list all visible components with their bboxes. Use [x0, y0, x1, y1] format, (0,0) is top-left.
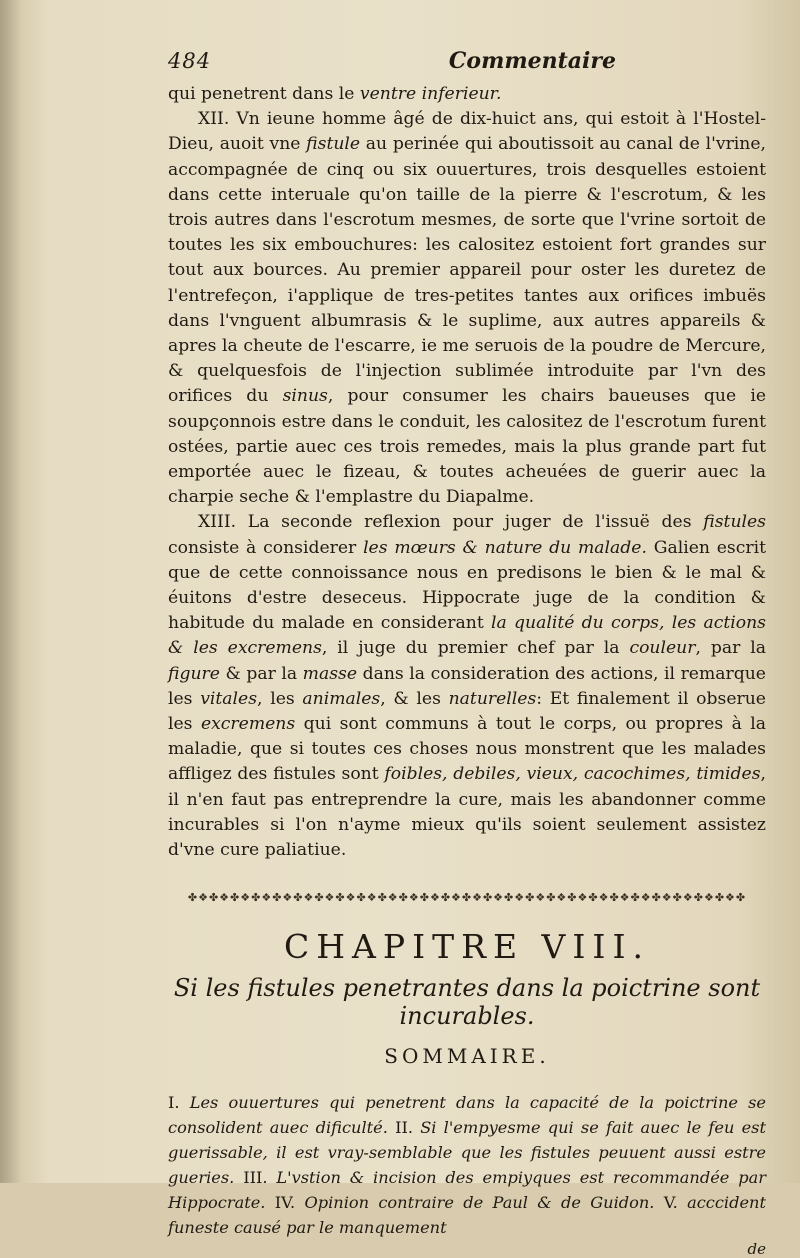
- chapter-subtitle: Si les fistules penetrantes dans la poictrine sont incurables.: [173, 974, 761, 1031]
- text-run: , pour consumer les chairs baueuses que ie soupçonnois estre dans le conduit, les calositez de l'escrotum furent ostées, partie auec ces trois remedes, mais la plus grande part fut emportée auec le fizeau, & toutes acheuées de guerir auec la charpie seche & l'emplastre du Diapalme.: [168, 386, 766, 508]
- summary-numeral: I.: [168, 1093, 180, 1113]
- text-run: , il juge du premier chef par la: [321, 638, 630, 659]
- text-run: & par la: [219, 663, 303, 684]
- italic-run: ventre inferieur.: [359, 84, 502, 104]
- italic-run: animales: [302, 688, 381, 709]
- paragraph-xii: [168, 107, 766, 510]
- text-run: acccident funeste causé par le manquement: [168, 1193, 766, 1238]
- text-run: XII. Vn ieune homme âgé de dix-huict ans, qui estoit à l'Hostel-Dieu, auoit vne: [168, 109, 766, 155]
- italic-run: figure: [168, 663, 220, 684]
- italic-run: vitales: [200, 688, 258, 709]
- summary-numeral: III.: [243, 1168, 268, 1188]
- binding-shadow: [0, 0, 22, 1183]
- summary-text: [168, 1090, 766, 1240]
- text-run: , il n'en faut pas entreprendre la cure, mais les abandonner comme incurables si l'on n'ayme mieux qu'ils soient seulement assistez d'vne cure paliatiue.: [168, 764, 766, 861]
- chapter-title: CHAPITRE VIII.: [284, 927, 650, 967]
- italic-run: les mœurs & nature du malade.: [363, 537, 647, 558]
- text-run: , & les: [380, 688, 449, 709]
- italic-run: masse: [302, 663, 358, 684]
- text-run: : Et finalement il obserue les: [168, 688, 766, 735]
- text-run: Si l'empyesme qui se fait auec le feu est guerissable, il est vray-semblable que les fistules peuuent aussi estre gueries.: [168, 1118, 766, 1188]
- italic-run: couleur: [629, 638, 696, 659]
- text-run: XIII. La seconde reflexion pour juger de l'issuë des: [198, 512, 704, 533]
- text-run: au perinée qui aboutissoit au canal de l'vrine, accompagnée de cinq ou six ouuertures, trois desquelles estoient dans cette interuale qu'on taille de la pierre & l'escrotum, & les trois autres dans l'escrotum mesmes, de sorte que l'vrine sortoit de toutes les six embouchures: les calositez estoient fort grandes sur tout aux bources. Au premier appareil pour oster les duretez de l'entrefeçon, i'applique de tres-petites tantes aux orifices imbuës dans l'vnguent albumrasis & le suplime, aux autres appareils & apres la cheute de l'escarre, ie me seruois de la poudre de Mercure, & quelquesfois de l'injection sublimée introduite par l'vn des orifices du: [168, 134, 766, 407]
- text-run: L'vstion & incision des empiyques est recommandée par Hippocrate.: [168, 1168, 766, 1213]
- page-number: 484: [168, 49, 212, 73]
- summary-numeral: V.: [663, 1193, 678, 1213]
- ornamental-band: ✤❖✤❖✤❖✤❖✤❖✤❖✤❖✤❖✤❖✤❖✤❖✤❖✤❖✤❖✤❖✤❖✤❖✤❖✤❖✤❖✤❖✤❖✤❖✤❖✤❖✤❖✤: [187, 891, 747, 905]
- text-run: , par la: [695, 638, 766, 659]
- body-text: [168, 82, 766, 863]
- italic-run: fistules: [703, 512, 766, 533]
- italic-run: excremens: [200, 714, 296, 735]
- italic-run: la qualité du corps, les actions & les excremens: [168, 613, 766, 659]
- page-header: [168, 48, 766, 82]
- text-run: Les ouuertures qui penetrent dans la capacité de la poictrine se consolident auec dificulté.: [168, 1093, 766, 1138]
- italic-run: naturelles: [448, 688, 537, 709]
- running-head: Commentaire: [448, 48, 616, 74]
- text-run: Opinion contraire de Paul & de Guidon.: [295, 1193, 664, 1213]
- summary-numeral: II.: [395, 1118, 414, 1138]
- italic-run: sinus: [282, 386, 328, 407]
- text-run: qui sont communs à tout le corps, ou propres à la maladie, que si toutes ces choses nous monstrent que les malades affligez des fistules sont: [168, 714, 767, 785]
- text-run: consiste à considerer: [168, 537, 364, 558]
- italic-run: fistule: [306, 134, 361, 155]
- summary-numeral: IV.: [274, 1193, 296, 1213]
- paragraph-xiii: [168, 510, 766, 863]
- sommaire-heading: SOMMAIRE.: [384, 1044, 550, 1069]
- text-run: Galien escrit que de cette connoissance nous en predisons le bien & le mal & éuitons d'estre deseceus. Hippocrate juge de la condition & habitude du malade en considerant: [168, 537, 766, 634]
- paragraph-continuation: [168, 82, 766, 107]
- text-run: , les: [257, 688, 303, 709]
- italic-run: foibles, debiles, vieux, cacochimes, timides: [384, 764, 761, 785]
- text-run: qui penetrent dans le: [168, 84, 360, 104]
- catchword: de: [747, 1240, 766, 1258]
- text-run: dans la consideration des actions, il remarque les: [168, 663, 766, 709]
